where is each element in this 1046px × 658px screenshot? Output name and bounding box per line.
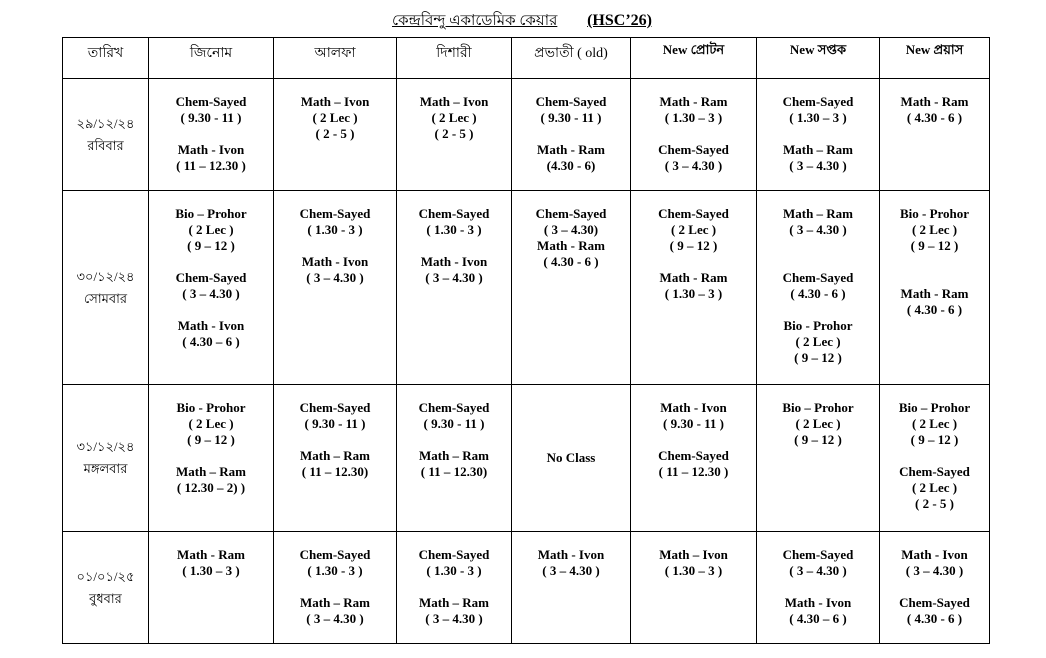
- table-row: [63, 191, 990, 385]
- class-line: Math - Ivon: [177, 318, 245, 333]
- date-cell: [63, 191, 149, 385]
- class-line: ( 9.30 - 11 ): [662, 416, 725, 431]
- class-line: Math – Ivon: [419, 94, 489, 109]
- class-line: ( 2 Lec ): [312, 110, 358, 125]
- class-line: Chem-Sayed: [658, 448, 729, 463]
- class-line: Math - Ram: [537, 238, 605, 253]
- class-line: ( 2 Lec ): [911, 416, 958, 431]
- class-cell-new-proton: [631, 79, 757, 191]
- day-text: সোমবার: [83, 290, 127, 306]
- class-line: Chem-Sayed: [899, 464, 970, 479]
- class-line: Bio - Prohor: [899, 206, 970, 221]
- header-date: তারিখ: [63, 38, 149, 79]
- class-line: ( 3 – 4.30 ): [789, 222, 847, 237]
- class-cell-new-saptak: [757, 191, 880, 385]
- class-line: ( 1.30 - 3 ): [307, 563, 363, 578]
- spacer: [880, 448, 989, 464]
- class-line: ( 9 – 12 ): [910, 238, 959, 253]
- spacer: [274, 579, 396, 595]
- class-line: Math – Ram: [782, 142, 854, 157]
- class-cell-dishari: [397, 532, 512, 644]
- spacer: [631, 432, 756, 448]
- class-line: ( 3 – 4.30 ): [425, 270, 483, 285]
- class-line: ( 1.30 - 3 ): [426, 563, 482, 578]
- spacer: [631, 254, 756, 270]
- class-line: Chem-Sayed: [658, 206, 729, 221]
- spacer: [757, 579, 879, 595]
- header-genome: জিনোম: [149, 38, 274, 79]
- day-text: বুধবার: [89, 590, 122, 606]
- class-line: ( 9.30 - 11 ): [180, 110, 242, 125]
- class-line: ( 9.30 - 11 ): [304, 416, 366, 431]
- table-row: [63, 532, 990, 644]
- class-cell-new-saptak: [757, 532, 880, 644]
- class-cell-provati: [512, 79, 631, 191]
- document-title: [392, 9, 652, 34]
- class-line: ( 11 – 12.30): [301, 464, 369, 479]
- class-line: Math - Ivon: [177, 142, 245, 157]
- class-line: Chem-Sayed: [535, 206, 607, 221]
- date-cell: [63, 532, 149, 644]
- spacer: [149, 254, 273, 270]
- class-line: Math – Ram: [418, 595, 490, 610]
- spacer: [757, 254, 879, 270]
- date-cell: [63, 79, 149, 191]
- class-line: Math – Ram: [299, 595, 371, 610]
- class-line: Math - Ram: [177, 547, 245, 562]
- class-line: Math - Ram: [900, 94, 969, 109]
- class-line: Chem-Sayed: [418, 400, 490, 415]
- class-line: Math – Ram: [418, 448, 490, 463]
- class-line: Math - Ivon: [420, 254, 488, 269]
- day-text: মঙ্গলবার: [83, 461, 128, 476]
- class-line: ( 2 Lec ): [188, 416, 234, 431]
- class-line: Chem-Sayed: [782, 270, 854, 285]
- date-text: ২৯/১২/২৪: [76, 115, 135, 131]
- class-line: ( 2 - 5 ): [315, 126, 355, 141]
- class-line: ( 4.30 - 6 ): [790, 286, 846, 301]
- class-cell-dishari: [397, 191, 512, 385]
- spacer: [149, 126, 273, 142]
- schedule-table: [62, 37, 990, 644]
- header-row: [63, 38, 990, 79]
- class-line: ( 1.30 – 3 ): [789, 110, 847, 125]
- class-line: ( 9 – 12 ): [794, 350, 842, 365]
- spacer: [880, 254, 989, 270]
- spacer: [880, 579, 989, 595]
- class-line: Math - Ram: [659, 270, 728, 285]
- class-line: ( 9.30 - 11 ): [423, 416, 485, 431]
- class-cell-genome: [149, 532, 274, 644]
- class-cell-new-saptak: [757, 385, 880, 532]
- class-cell-genome: [149, 79, 274, 191]
- header-provati: প্রভাতী ( old): [512, 38, 631, 79]
- class-line: Chem-Sayed: [418, 206, 490, 221]
- class-line: Bio - Prohor: [176, 400, 246, 415]
- class-cell-new-proyash: [880, 79, 990, 191]
- title-text: কেন্দ্রবিন্দু একাডেমিক কেয়ার: [392, 13, 558, 29]
- class-line: Math – Ram: [782, 206, 854, 221]
- spacer: [274, 238, 396, 254]
- class-line: ( 3 – 4.30 ): [789, 563, 847, 578]
- class-cell-alpha: [274, 532, 397, 644]
- class-line: Math - Ram: [537, 142, 605, 157]
- header-new-proyash: New প্রয়াস: [880, 38, 990, 79]
- class-cell-new-proton: [631, 532, 757, 644]
- class-line: ( 2 Lec ): [911, 480, 958, 495]
- class-cell-new-proyash: [880, 385, 990, 532]
- class-line: Bio - Prohor: [783, 318, 853, 333]
- class-line: ( 3 – 4.30 ): [306, 611, 364, 626]
- class-line: ( 2 Lec ): [431, 110, 477, 125]
- class-line: ( 3 – 4.30 ): [306, 270, 364, 285]
- class-line: Chem-Sayed: [782, 547, 854, 562]
- spacer: [149, 302, 273, 318]
- class-line: Math - Ivon: [301, 254, 369, 269]
- class-line: Math – Ram: [175, 464, 247, 479]
- class-line: ( 11 – 12.30): [420, 464, 488, 479]
- class-line: Math – Ram: [299, 448, 371, 463]
- class-line: No Class: [546, 450, 596, 465]
- class-line: ( 9 – 12 ): [187, 432, 235, 447]
- class-cell-dishari: [397, 79, 512, 191]
- class-line: ( 9 – 12 ): [187, 238, 235, 253]
- date-text: ০১/০১/২৫: [76, 568, 135, 584]
- class-line: Bio – Prohor: [782, 400, 854, 415]
- class-cell-provati: [512, 532, 631, 644]
- spacer: [397, 432, 511, 448]
- spacer: [397, 579, 511, 595]
- class-line: ( 4.30 – 6 ): [182, 334, 240, 349]
- class-cell-genome: [149, 191, 274, 385]
- class-line: ( 9 – 12 ): [910, 432, 959, 447]
- class-line: ( 2 Lec ): [670, 222, 717, 237]
- date-cell: [63, 385, 149, 532]
- class-line: ( 2 Lec ): [911, 222, 958, 237]
- class-line: Math – Ivon: [300, 94, 370, 109]
- class-line: ( 4.30 - 6 ): [906, 302, 963, 317]
- class-line: ( 1.30 – 3 ): [182, 563, 240, 578]
- class-cell-provati: [512, 191, 631, 385]
- class-cell-alpha: [274, 385, 397, 532]
- class-line: (4.30 - 6): [546, 158, 596, 173]
- date-text: ৩০/১২/২৪: [76, 268, 135, 284]
- class-line: Chem-Sayed: [899, 595, 970, 610]
- class-line: ( 3 – 4.30 ): [542, 563, 600, 578]
- class-cell-new-proton: [631, 191, 757, 385]
- class-line: ( 2 - 5 ): [434, 126, 474, 141]
- class-line: Bio – Prohor: [175, 206, 247, 221]
- spacer: [757, 126, 879, 142]
- class-line: ( 1.30 - 3 ): [307, 222, 363, 237]
- class-line: ( 3 – 4.30 ): [664, 158, 723, 173]
- class-line: ( 9 – 12 ): [669, 238, 718, 253]
- class-line: Chem-Sayed: [175, 94, 247, 109]
- class-line: ( 11 – 12.30 ): [658, 464, 729, 479]
- spacer: [880, 270, 989, 286]
- class-line: Bio – Prohor: [898, 400, 971, 415]
- spacer: [149, 448, 273, 464]
- class-line: ( 1.30 – 3 ): [664, 110, 723, 125]
- spacer: [757, 302, 879, 318]
- class-line: Chem-Sayed: [782, 94, 854, 109]
- day-text: রবিবার: [87, 137, 124, 153]
- table-row: [63, 385, 990, 532]
- class-cell-genome: [149, 385, 274, 532]
- spacer: [631, 126, 756, 142]
- class-cell-alpha: [274, 79, 397, 191]
- class-line: ( 4.30 - 6 ): [906, 110, 963, 125]
- class-line: ( 1.30 – 3 ): [664, 563, 723, 578]
- class-line: ( 3 – 4.30 ): [905, 563, 964, 578]
- class-line: Math - Ram: [659, 94, 728, 109]
- class-line: ( 4.30 – 6 ): [789, 611, 847, 626]
- class-cell-new-proyash: [880, 191, 990, 385]
- date-text: ৩১/১২/২৪: [76, 439, 135, 454]
- class-line: Math - Ram: [900, 286, 969, 301]
- class-cell-dishari: [397, 385, 512, 532]
- class-line: Chem-Sayed: [658, 142, 729, 157]
- class-line: Chem-Sayed: [418, 547, 490, 562]
- class-line: Chem-Sayed: [175, 270, 247, 285]
- class-cell-new-proton: [631, 385, 757, 532]
- class-line: Chem-Sayed: [299, 400, 371, 415]
- class-cell-alpha: [274, 191, 397, 385]
- spacer: [757, 238, 879, 254]
- class-line: Math - Ivon: [660, 400, 727, 415]
- program-code: (HSC’26): [587, 12, 652, 29]
- spacer: [512, 126, 630, 142]
- class-line: Chem-Sayed: [299, 206, 371, 221]
- spacer: [274, 432, 396, 448]
- class-line: ( 1.30 – 3 ): [664, 286, 723, 301]
- class-line: ( 3 – 4.30 ): [789, 158, 847, 173]
- class-line: ( 12.30 – 2) ): [176, 480, 246, 495]
- spacer: [397, 238, 511, 254]
- class-line: ( 4.30 - 6 ): [543, 254, 599, 269]
- class-line: ( 2 Lec ): [795, 416, 841, 431]
- class-line: ( 3 – 4.30): [543, 222, 599, 237]
- class-line: ( 9.30 - 11 ): [540, 110, 602, 125]
- header-alpha: আলফা: [274, 38, 397, 79]
- class-line: ( 9 – 12 ): [794, 432, 842, 447]
- header-new-proton: New প্রোটন: [631, 38, 757, 79]
- class-cell-provati: [512, 385, 631, 532]
- class-line: ( 3 – 4.30 ): [182, 286, 240, 301]
- class-line: ( 2 Lec ): [188, 222, 234, 237]
- table-row: [63, 79, 990, 191]
- class-line: ( 11 – 12.30 ): [176, 158, 246, 173]
- class-cell-new-proyash: [880, 532, 990, 644]
- class-line: Math - Ivon: [784, 595, 852, 610]
- class-line: ( 2 Lec ): [795, 334, 841, 349]
- header-dishari: দিশারী: [397, 38, 512, 79]
- class-line: ( 2 - 5 ): [915, 496, 954, 511]
- class-cell-new-saptak: [757, 79, 880, 191]
- class-line: Chem-Sayed: [535, 94, 607, 109]
- class-line: ( 4.30 - 6 ): [906, 611, 963, 626]
- class-line: Math - Ivon: [537, 547, 605, 562]
- class-line: ( 3 – 4.30 ): [425, 611, 483, 626]
- class-line: Math – Ivon: [659, 547, 728, 562]
- class-line: ( 1.30 - 3 ): [426, 222, 482, 237]
- header-new-saptak: New সপ্তক: [757, 38, 880, 79]
- class-line: Chem-Sayed: [299, 547, 371, 562]
- class-line: Math - Ivon: [901, 547, 968, 562]
